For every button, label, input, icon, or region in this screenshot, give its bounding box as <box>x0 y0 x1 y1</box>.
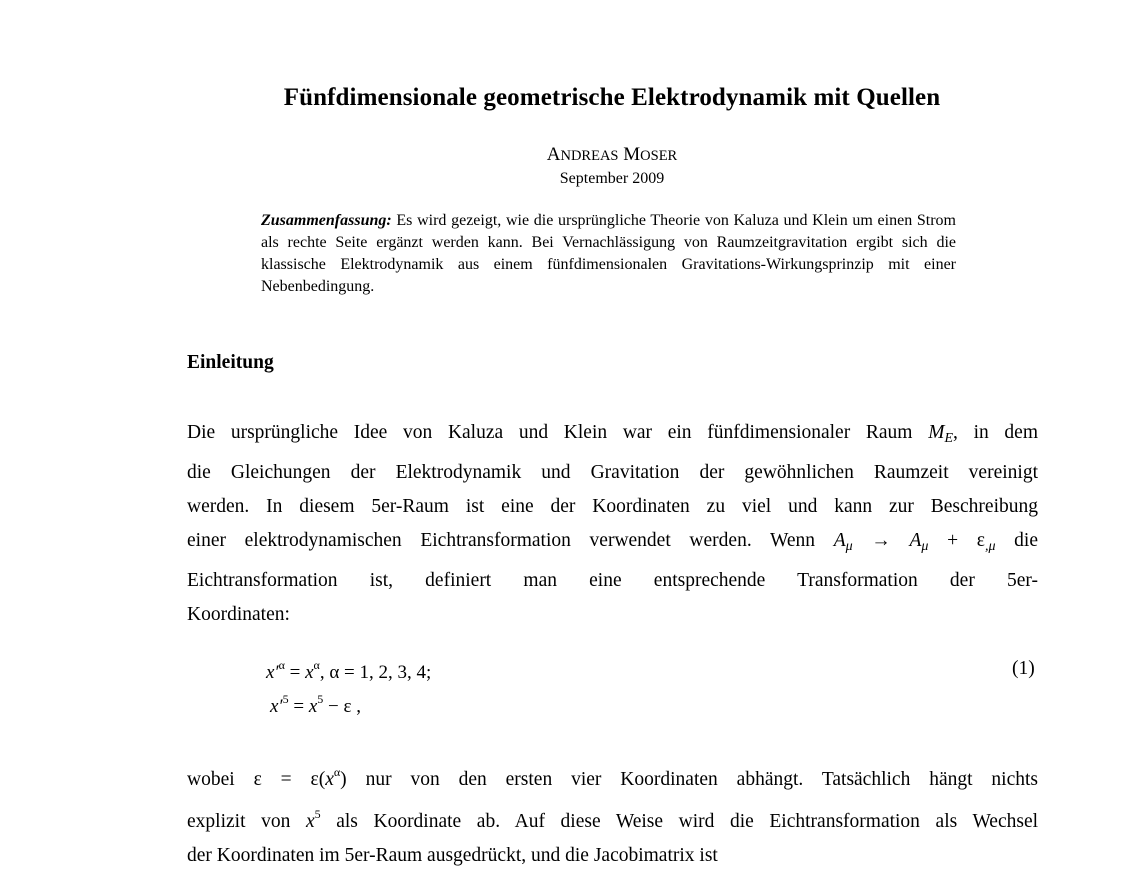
paragraph-line <box>187 416 1038 456</box>
math-subscript: μ <box>921 539 929 554</box>
math-text: , α = 1, 2, 3, 4; <box>319 662 432 683</box>
math-operator: ) <box>340 769 347 790</box>
paragraph-wobei <box>187 755 1038 873</box>
math-subscript: μ <box>845 539 853 554</box>
math-text: − ε , <box>323 696 361 717</box>
equation-number: (1) <box>1012 658 1035 679</box>
math-superscript: 5 <box>314 807 321 821</box>
math-superscript: α <box>313 658 320 672</box>
text-span: als Koordinate ab. Auf diese Weise wird die Eichtransformation als Wechsel <box>336 811 1039 832</box>
math-symbol: A <box>909 530 922 551</box>
math-arrow: → <box>852 530 910 551</box>
author-initial-2: M <box>623 144 641 165</box>
math-operator: = <box>284 662 306 683</box>
math-subscript: E <box>944 431 953 446</box>
math-symbol: x′ <box>270 696 283 717</box>
text-span: Die ursprüngliche Idee von Kaluza und Klein war ein fünfdimensionaler Raum <box>187 422 913 443</box>
math-superscript: 5 <box>317 692 324 706</box>
paragraph-line: werden. In diesem 5er-Raum ist eine der Koordinaten zu viel und kann zur Beschreibung <box>187 496 1038 517</box>
equation-line-2 <box>270 692 361 718</box>
math-symbol: x′ <box>266 662 279 683</box>
math-symbol: x <box>308 696 318 717</box>
math-operator: ε = ε( <box>253 769 326 790</box>
paragraph-line: der Koordinaten im 5er-Raum ausgedrückt, und die Jacobimatrix ist <box>187 845 718 866</box>
math-operator: = <box>288 696 309 717</box>
math-symbol: x <box>305 662 314 683</box>
author-initial-1: A <box>546 144 561 165</box>
paragraph-intro <box>187 416 1038 632</box>
paragraph-line: Eichtransformation ist, definiert man eine entsprechende Transformation der 5er- <box>187 570 1038 591</box>
math-superscript: 5 <box>282 692 289 706</box>
author-rest-2: OSER <box>640 148 678 164</box>
text-span: nur von den ersten vier Koordinaten abhängt. Tatsächlich hängt nichts <box>365 769 1039 790</box>
section-heading: Einleitung <box>187 352 274 373</box>
math-operator: + ε <box>928 530 985 551</box>
paragraph-line <box>187 755 1038 797</box>
paragraph-line: die Gleichungen der Elektrodynamik und Gravitation der gewöhnlichen Raumzeit vereinigt <box>187 462 1038 483</box>
author-rest-1: NDREAS <box>560 148 619 164</box>
paragraph-line: Koordinaten: <box>187 604 290 625</box>
abstract-text: Es wird gezeigt, wie die ursprüngliche Theorie von Kaluza und Klein um einen Strom als rechte Seite ergänzt werden kann. Bei Vernachlässigung von Raumzeitgravitation ergibt sich die klassische Elektrodynamik aus einem fünfdimensionalen Gravitations-Wirkungsprinzip mit einer Nebenbedingung. <box>261 212 956 295</box>
math-symbol: A <box>833 530 846 551</box>
text-span: die <box>1014 530 1038 551</box>
text-span: , in dem <box>953 422 1039 443</box>
author-name <box>0 144 1148 166</box>
text-span: wobei <box>187 769 235 790</box>
math-subscript: ,μ <box>984 539 996 554</box>
math-symbol: x <box>305 811 315 832</box>
text-span: explizit von <box>187 811 291 832</box>
paragraph-line <box>187 797 1038 839</box>
math-symbol: M <box>928 422 945 443</box>
paper-title: Fünfdimensionale geometrische Elektrodynamik mit Quellen <box>283 84 941 111</box>
paragraph-line <box>187 524 1038 564</box>
text-span: einer elektrodynamischen Eichtransformation verwendet werden. Wenn <box>187 530 816 551</box>
abstract-label: Zusammenfassung: <box>261 212 392 229</box>
math-superscript: α <box>333 765 341 779</box>
publication-date: September 2009 <box>559 170 665 187</box>
math-symbol: x <box>325 769 334 790</box>
equation-line-1 <box>266 658 431 684</box>
math-superscript: α <box>278 658 285 672</box>
abstract <box>261 210 956 298</box>
